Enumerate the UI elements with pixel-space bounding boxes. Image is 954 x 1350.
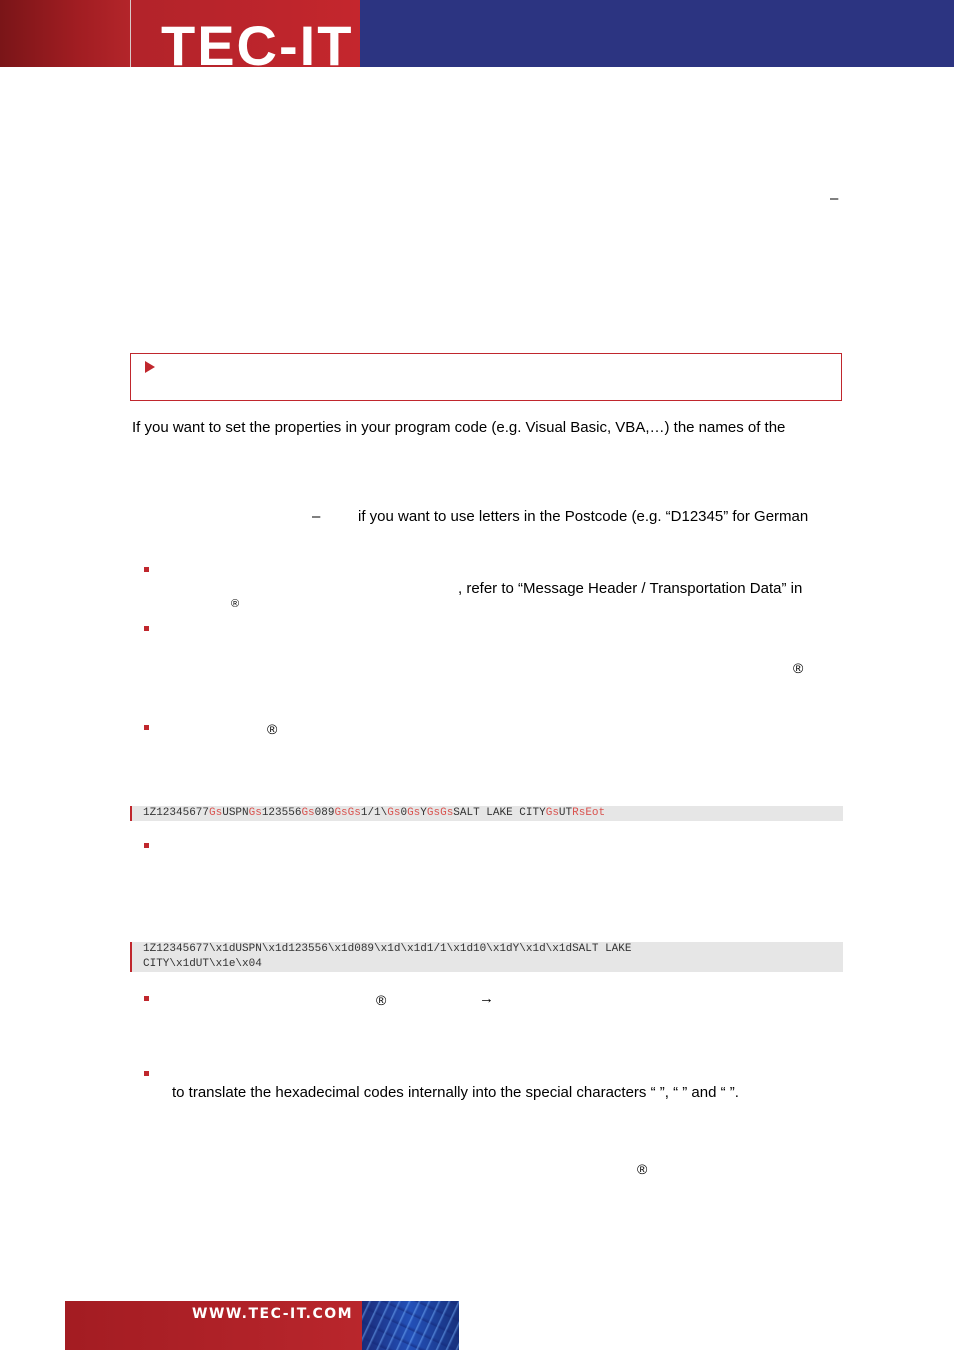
header-red-band — [0, 0, 130, 67]
control-char-token: Gs — [209, 807, 223, 819]
tec-it-logo — [131, 0, 360, 67]
note-box — [130, 353, 842, 401]
code-token: 1Z12345677 — [143, 807, 210, 819]
dash-mark: – — [830, 190, 839, 207]
registered-mark: ® — [793, 660, 804, 676]
header-blue-band — [360, 0, 954, 67]
code-token: 0 — [400, 807, 408, 819]
code-token: Y — [420, 807, 427, 819]
footer-url: WWW.TEC-IT.COM — [192, 1306, 354, 1322]
logo-text: TEC-IT — [161, 14, 354, 67]
registered-mark: ® — [376, 992, 387, 1008]
bullet-marker — [144, 626, 149, 631]
control-char-token: GsGs — [334, 807, 361, 819]
paragraph-properties: If you want to set the properties in your program code (e.g. Visual Basic, VBA,…) the names of the — [132, 419, 786, 436]
code-line: CITY\x1dUT\x1e\x04 — [143, 958, 262, 970]
code-token: 089 — [314, 807, 335, 819]
arrow-right-icon: → — [479, 990, 494, 1007]
code-sample-hex — [130, 942, 843, 972]
control-char-token: Gs — [387, 807, 401, 819]
registered-mark: ® — [231, 598, 240, 610]
bullet-marker — [144, 1071, 149, 1076]
control-char-token: Gs — [407, 807, 421, 819]
code-line: 1Z12345677\x1dUSPN\x1d123556\x1d089\x1d\x1d1/1\x1d10\x1dY\x1d\x1dSALT LAKE — [143, 943, 632, 955]
code-sample-gs-text — [143, 807, 605, 819]
paragraph-postcode: if you want to use letters in the Postcode (e.g. “D12345” for German — [358, 508, 809, 525]
bullet-1-text: , refer to “Message Header / Transportation Data” in — [458, 580, 803, 597]
code-token: USPN — [222, 807, 249, 819]
arrow-right-icon — [145, 361, 155, 373]
code-token: SALT LAKE CITY — [453, 807, 546, 819]
bullet-6-text: to translate the hexadecimal codes internally into the special characters “ ”, “ ” and “ ”. — [172, 1084, 739, 1101]
bullet-marker — [144, 996, 149, 1001]
control-char-token: Gs — [248, 807, 262, 819]
code-token: UT — [558, 807, 573, 819]
code-token: 123556 — [261, 807, 302, 819]
footer-decor-image — [362, 1301, 459, 1350]
code-token: 1/1\ — [360, 807, 388, 819]
code-sample-gs — [130, 806, 843, 821]
control-char-token: Gs — [301, 807, 315, 819]
paragraph-dash: – — [312, 508, 321, 525]
bullet-marker — [144, 843, 149, 848]
control-char-token: RsEot — [572, 807, 606, 819]
control-char-token: GsGs — [426, 807, 454, 819]
bullet-marker — [144, 567, 149, 572]
registered-mark: ® — [267, 721, 278, 737]
registered-mark: ® — [637, 1161, 648, 1177]
control-char-token: Gs — [545, 807, 559, 819]
bullet-marker — [144, 725, 149, 730]
footer-banner — [65, 1301, 362, 1350]
